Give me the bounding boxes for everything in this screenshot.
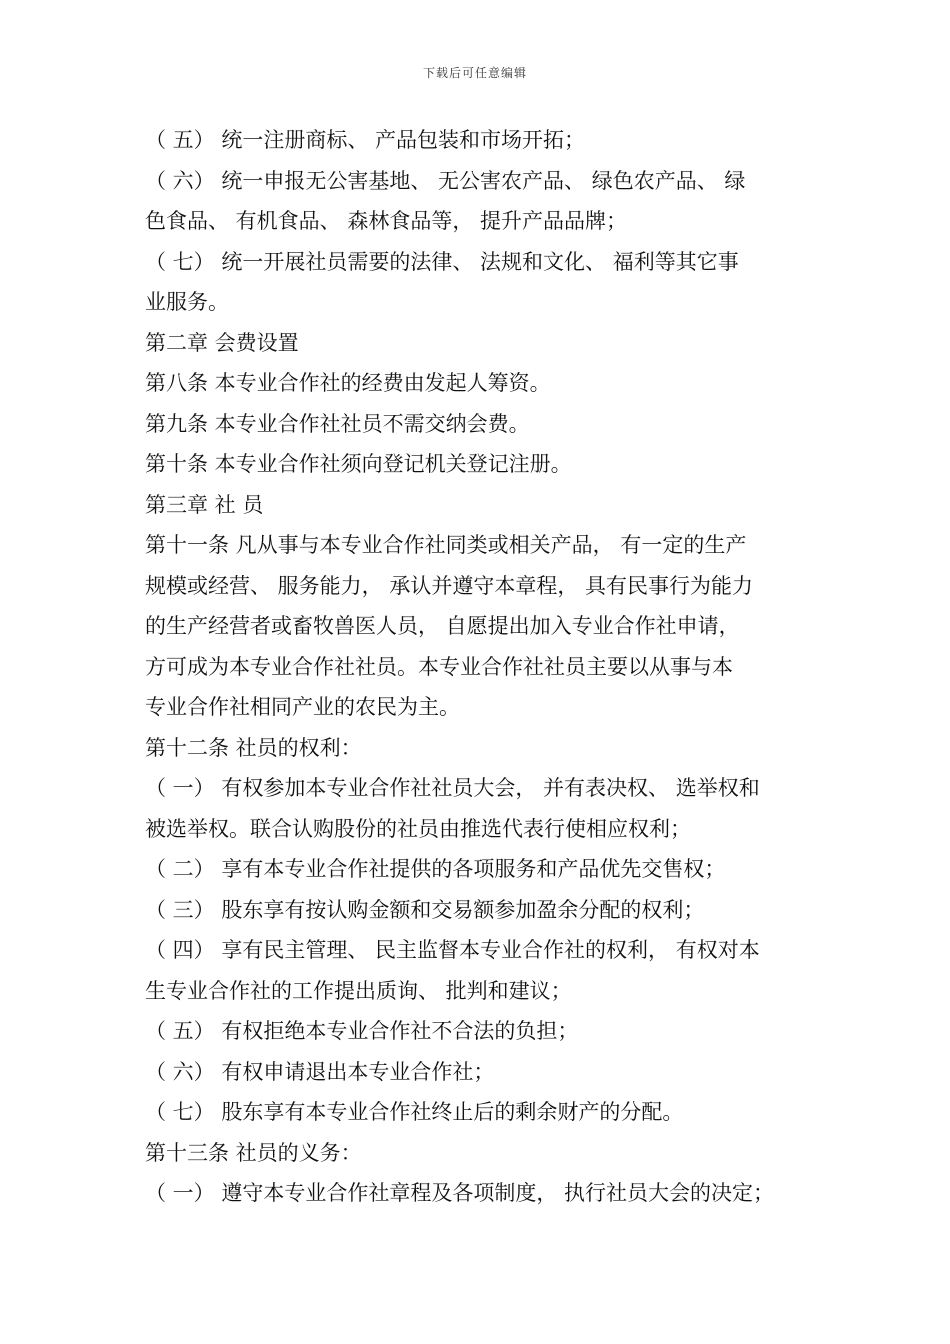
text-line: （ 五） 统一注册商标、 产品包装和市场开拓； — [145, 128, 586, 152]
article-line: 第九条 本专业合作社社员不需交纳会费。 — [145, 411, 530, 436]
text-line: （ 二） 享有本专业合作社提供的各项服务和产品优先交售权； — [145, 857, 726, 881]
text-line: （ 六） 统一申报无公害基地、 无公害农产品、 绿色农产品、 绿 — [145, 168, 746, 193]
chapter-heading: 第二章 会费设置 — [145, 330, 299, 355]
text-line: 生专业合作社的工作提出质询、 批判和建议； — [145, 978, 572, 1003]
article-line: 第十三条 社员的义务： — [145, 1140, 362, 1165]
text-line: （ 四） 享有民主管理、 民主监督本专业合作社的权利， 有权对本 — [145, 938, 760, 962]
article-line: 第八条 本专业合作社的经费由发起人筹资。 — [145, 371, 551, 395]
text-line: 专业合作社相同产业的农民为主。 — [145, 695, 460, 719]
chapter-heading: 第三章 社 员 — [145, 492, 264, 517]
text-line: （ 六） 有权申请退出本专业合作社； — [145, 1059, 495, 1084]
text-line: 方可成为本专业合作社社员。本专业合作社社员主要以从事与本 — [145, 654, 733, 679]
article-line: 第十一条 凡从事与本专业合作社同类或相关产品， 有一定的生产 — [145, 533, 747, 557]
text-line: （ 五） 有权拒绝本专业合作社不合法的负担； — [145, 1019, 579, 1043]
text-line: （ 三） 股东享有按认购金额和交易额参加盈余分配的权利； — [145, 897, 705, 922]
text-line: 的生产经营者或畜牧兽医人员， 自愿提出加入专业合作社申请， — [145, 614, 740, 638]
text-line: 色食品、 有机食品、 森林食品等， 提升产品品牌； — [145, 209, 628, 233]
text-line: （ 七） 统一开展社员需要的法律、 法规和文化、 福利等其它事 — [145, 249, 739, 274]
text-line: 被选举权。联合认购股份的社员由推选代表行使相应权利； — [145, 816, 691, 841]
text-line: 业服务。 — [145, 290, 229, 314]
text-line: （ 一） 遵守本专业合作社章程及各项制度， 执行社员大会的决定； — [145, 1181, 775, 1205]
article-line: 第十条 本专业合作社须向登记机关登记注册。 — [145, 452, 572, 476]
text-line: 规模或经营、 服务能力， 承认并遵守本章程， 具有民事行为能力 — [145, 573, 754, 598]
document-body — [145, 120, 805, 1214]
text-line: （ 一） 有权参加本专业合作社社员大会， 并有表决权、 选举权和 — [145, 776, 760, 800]
article-line: 第十二条 社员的权利： — [145, 735, 362, 760]
page-header: 下载后可任意编辑 — [422, 66, 527, 80]
text-line: （ 七） 股东享有本专业合作社终止后的剩余财产的分配。 — [145, 1100, 684, 1124]
